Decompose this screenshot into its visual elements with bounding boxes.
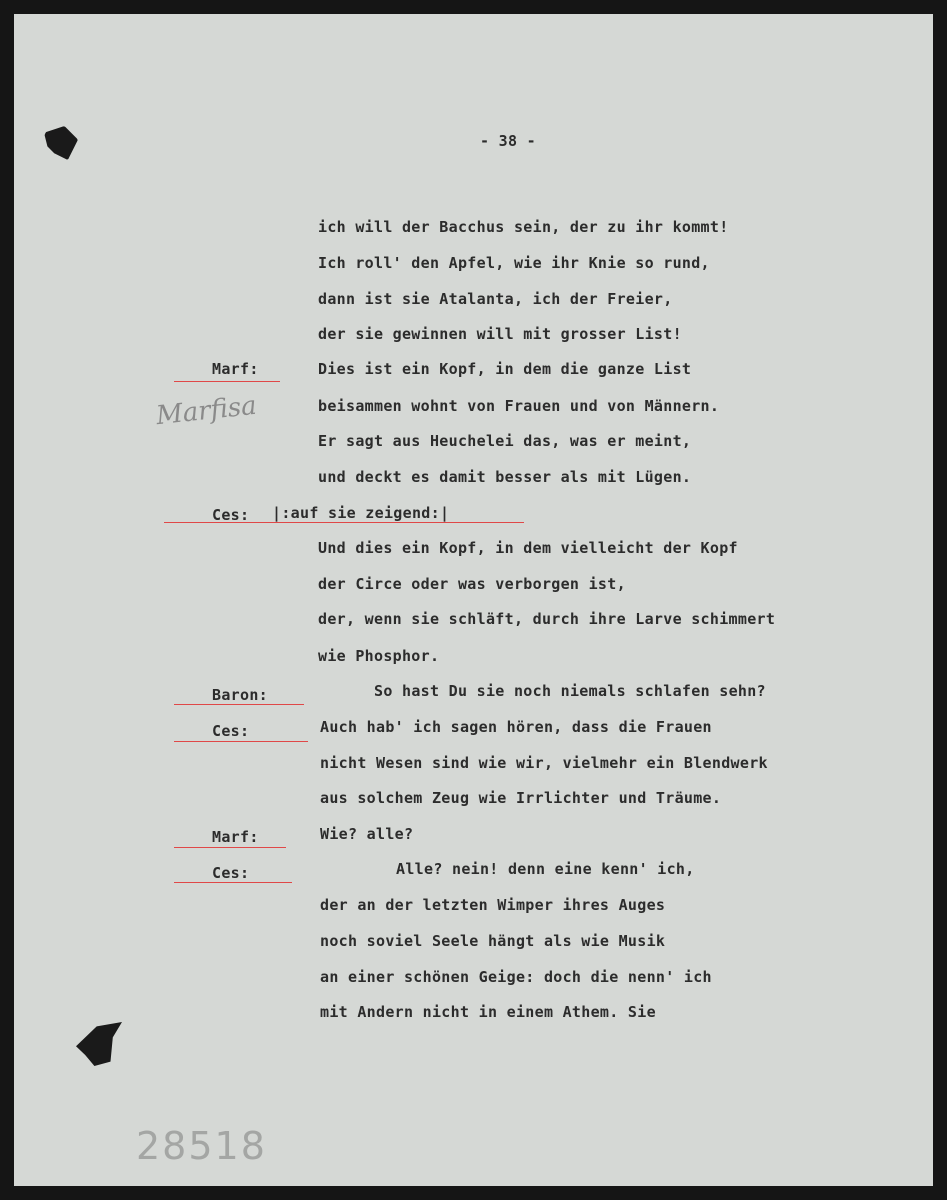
text-line: der sie gewinnen will mit grosser List! xyxy=(318,325,682,343)
text-line: der, wenn sie schläft, durch ihre Larve schimmert xyxy=(318,610,776,628)
text-line: aus solchem Zeug wie Irrlichter und Träume. xyxy=(320,789,722,807)
punch-hole-top xyxy=(44,126,78,160)
text-line: Ich roll' den Apfel, wie ihr Knie so rund, xyxy=(318,254,710,272)
stage-direction: |:auf sie zeigend:| xyxy=(272,504,450,522)
speaker-label: Marf: xyxy=(212,360,259,378)
text-line: wie Phosphor. xyxy=(318,647,440,665)
red-underline xyxy=(174,882,292,883)
text-line: Wie? alle? xyxy=(320,825,414,843)
text-line: der an der letzten Wimper ihres Auges xyxy=(320,896,666,914)
speaker-label: Ces: xyxy=(212,864,250,882)
text-line: ich will der Bacchus sein, der zu ihr kommt! xyxy=(318,218,729,236)
text-line: dann ist sie Atalanta, ich der Freier, xyxy=(318,290,673,308)
text-line: Er sagt aus Heuchelei das, was er meint, xyxy=(318,432,692,450)
red-underline xyxy=(174,381,280,382)
text-line: Alle? nein! denn eine kenn' ich, xyxy=(396,860,695,878)
speaker-label: Ces: xyxy=(212,722,250,740)
speaker-label: Marf: xyxy=(212,828,259,846)
text-line: beisammen wohnt von Frauen und von Männern. xyxy=(318,397,720,415)
punch-hole-bottom xyxy=(76,1022,122,1066)
margin-note: Marfisa xyxy=(154,390,259,432)
text-line: der Circe oder was verborgen ist, xyxy=(318,575,626,593)
page-number: - 38 - xyxy=(480,132,536,150)
text-line: und deckt es damit besser als mit Lügen. xyxy=(318,468,692,486)
text-line: mit Andern nicht in einem Athem. Sie xyxy=(320,1003,656,1021)
text-line: So hast Du sie noch niemals schlafen sehn? xyxy=(374,682,766,700)
red-underline xyxy=(174,847,286,848)
speaker-label: Baron: xyxy=(212,686,268,704)
text-line: Und dies ein Kopf, in dem vielleicht der Kopf xyxy=(318,539,738,557)
red-underline xyxy=(174,704,304,705)
text-line: nicht Wesen sind wie wir, vielmehr ein Blendwerk xyxy=(320,754,768,772)
document-page xyxy=(14,14,933,1186)
text-line: Auch hab' ich sagen hören, dass die Frauen xyxy=(320,718,712,736)
text-line: noch soviel Seele hängt als wie Musik xyxy=(320,932,666,950)
text-line: an einer schönen Geige: doch die nenn' ich xyxy=(320,968,712,986)
archive-number: 28518 xyxy=(136,1124,267,1168)
speaker-label: Ces: xyxy=(212,506,250,524)
red-underline xyxy=(164,522,524,523)
red-underline xyxy=(174,741,308,742)
text-line: Dies ist ein Kopf, in dem die ganze List xyxy=(318,360,692,378)
